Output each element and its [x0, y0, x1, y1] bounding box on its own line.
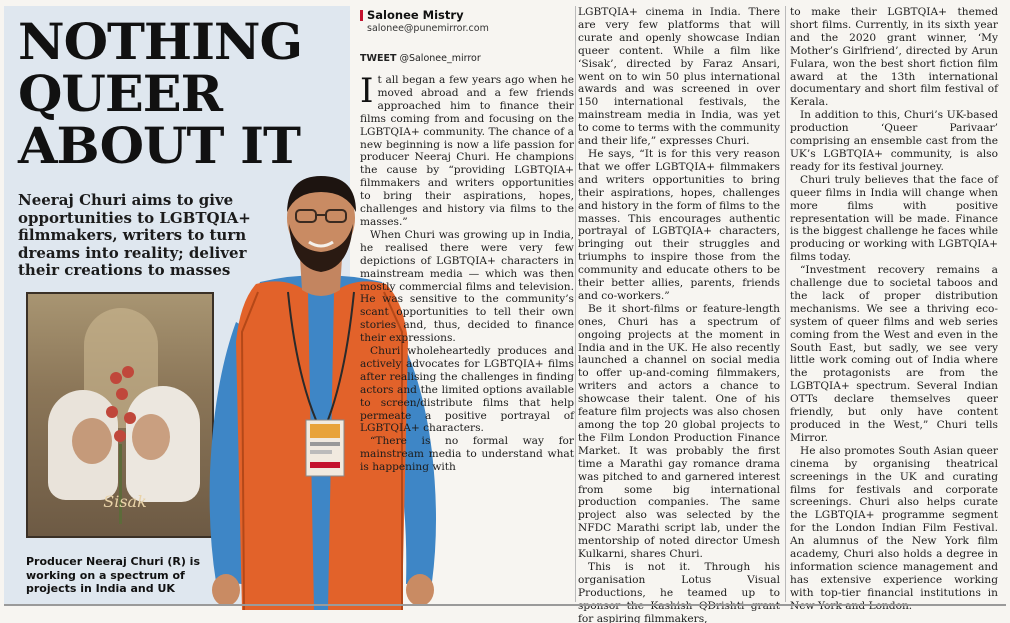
- byline-accent-bar: [360, 10, 363, 21]
- paragraph: He says, “It is for this very reason that we offer LGBTQIA+ filmmakers and writers opportunities to bring their aspirations, hopes, challenges and history in the form of films to the masses. This encourages authentic portrayal of LGBTQIA+ characters, bringing out their struggles and triumphs to inspire those from the community and educate others to be their better allies, parents, friends and co-workers.”: [578, 147, 780, 302]
- paragraph: He also promotes South Asian queer cinema by organising theatrical screenings in the UK and curating films for festivals and corporate screenings. Churi also helps curate the LGBTQIA+ programme segment for the London Indian Film Festival. An alumnus of the New York film academy, Churi also holds a degree in information science management and has extensive experience working with top-tier financial institutions in: [790, 444, 998, 599]
- headline-line-3: ABOUT IT: [18, 116, 300, 175]
- paragraph: This is not it. Through his organisation Lotus Visual Productions, he teamed up to for aspiring filmmakers,: [578, 560, 780, 623]
- drop-cap: I: [360, 71, 374, 111]
- article-column-2: [578, 6, 780, 623]
- poster-title: Sisak: [103, 492, 147, 511]
- paragraph: [360, 71, 574, 229]
- column-rule: [785, 6, 786, 602]
- paragraph: In addition to this, Churi’s UK-based production ‘Queer Parivaar’ comprising an ensemble cast from the UK’s LGBTQIA+ community, is also ready for its festival journey.: [790, 109, 998, 173]
- photo-caption: Producer Neeraj Churi (R) is working on a spectrum of projects in India and UK: [26, 555, 200, 595]
- deck-subheadline: Neeraj Churi aims to give opportunities to LGBTQIA+ filmmakers, writers to turn dreams into reality; deliver their creations to masses: [18, 191, 251, 279]
- bottom-rule: [4, 604, 1006, 606]
- article-column-1: [360, 71, 574, 474]
- paragraph: LGBTQIA+ cinema in India. There are very few platforms that will curate and openly showcase Indian queer content. While a film like ‘Sisak’, directed by Faraz Ansari, went on to win 50 plus international awards and was screened in over 150 international festivals, the mainstream media in India, was yet to come to terms with the community and their life,” expresses Churi.: [578, 6, 780, 148]
- headline: [18, 12, 344, 175]
- paragraph: to make their LGBTQIA+ themed short films. Currently, in its sixth year and the 2020 grant winner, ‘My Mother’s Girlfriend’, directed by Arun Fulara, won the best short fiction film award at the 13th international documentary and short film festival of Kerala.: [790, 6, 998, 109]
- paragraph: Be it short-films or feature-length ones, Churi has a spectrum of ongoing projects at the moment in India and in the UK. He also recently launched a channel on social media to offer up-and-coming filmmakers, writers and actors a chance to showcase their talent. One of his feature film projects was also chosen among the top 20 global projects to the Film London Production Finance Market. It was probably the first time a Marathi gay romance drama was pitched to and garnered interest from some big international production companies. The same project also was selected by the NFDC Marathi script lab, under the mentorship of noted director Umesh Kulkarni, shares Churi.: [578, 302, 780, 561]
- author-name: Salonee Mistry: [367, 8, 464, 22]
- tweet-handle: @Salonee_mirror: [399, 53, 481, 64]
- paragraph: When Churi was growing up in India, he realised there were very few depictions of LGBTQIA+ characters in mainstream media — which was then mostly commercial films and television. He was sensitive to the community’s scant opportunities to tell their own stories and, thus, decided to finance their expressions.: [360, 228, 574, 345]
- author-twitter: [360, 53, 481, 64]
- tweet-label: TWEET: [360, 53, 397, 64]
- paragraph: Churi wholeheartedly produces and actively advocates for LGBTQIA+ films after realising the challenges in finding actors and the limited options available to screen/distribute films that help permeate a positive portrayal of LGBTQIA+ characters.: [360, 345, 574, 435]
- paragraph: “Investment recovery remains a challenge due to societal taboos and the lack of proper distribution mechanisms. We see a thriving eco- system of queer films and web series coming from the West and even in the South East, but sadly, we see very little work coming out of India where the protagonists are from the LGBTQIA+ spectrum. Several Indian OTTs declare themselves queer friendly, but only have content produced in the West,” Churi tells Mirror.: [790, 264, 998, 444]
- headline-line-2: QUEER: [18, 64, 222, 123]
- column-rule: [575, 6, 576, 602]
- article-column-3: [790, 6, 998, 613]
- paragraph-text: t all began a few years ago when he moved abroad and a few friends approached him to finance their films coming from and focusing on the LGBTQIA+ community. The chance of a new beginning is now a life passion for producer Neeraj Churi. He champions the cause by “providing LGBTQIA+ filmmakers and writers opportunities to bring their aspirations, hopes, challenges and history via films to the masses.”: [360, 74, 574, 228]
- paragraph: Churi truly believes that the face of queer films in India will change when more films with positive representation will be made. Finance is the biggest challenge he faces while producing or working with LGBTQIA+ films today.: [790, 173, 998, 264]
- film-poster-image: [26, 292, 214, 538]
- author-email: salonee@punemirror.com: [367, 23, 489, 34]
- paragraph: “There is no formal way for mainstream media to understand what is happening with: [360, 435, 574, 474]
- headline-line-1: NOTHING: [18, 12, 303, 71]
